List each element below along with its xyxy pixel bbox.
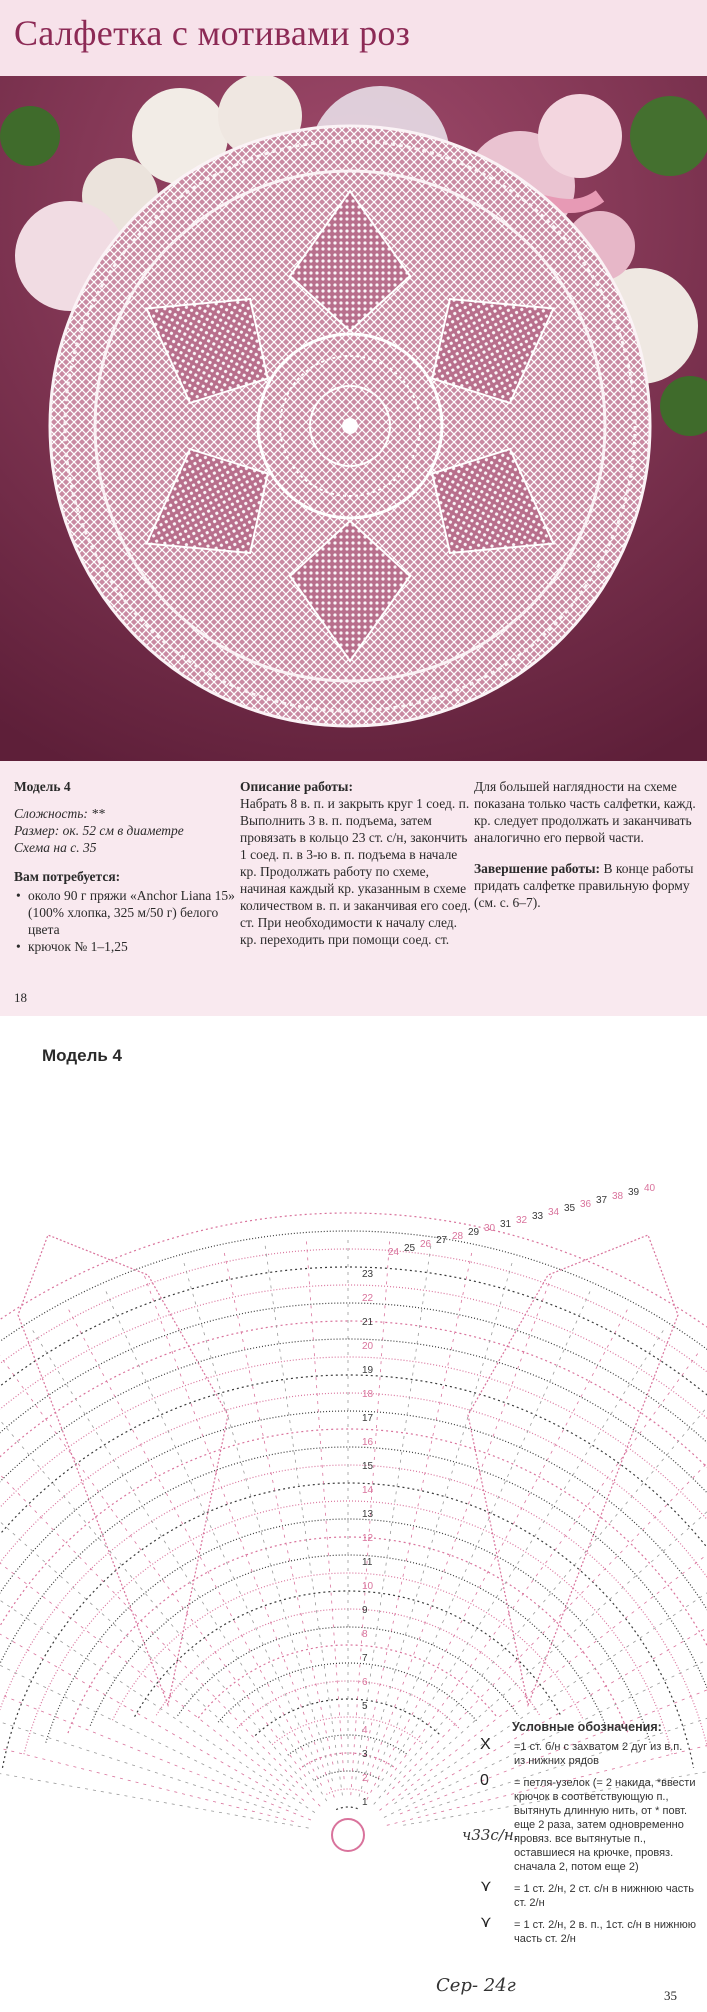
- description-heading: Описание работы:: [240, 779, 353, 794]
- chart-row-number: 29: [468, 1227, 480, 1238]
- legend-item: [476, 1736, 696, 1768]
- chart-row-number: 13: [362, 1509, 374, 1520]
- chart-center-ring: [332, 1819, 364, 1851]
- finish-heading: Завершение работы:: [474, 861, 601, 876]
- chart-stitch-line: [30, 1326, 327, 1801]
- chart-wing-panel: [468, 1235, 678, 1705]
- chart-row-number: 26: [420, 1239, 432, 1250]
- chart-row-number: 30: [484, 1223, 496, 1234]
- materials-list: [14, 887, 244, 955]
- chart-row-number: 19: [362, 1365, 374, 1376]
- legend-item: [476, 1914, 696, 1946]
- handwritten-note: Сер- 24г: [436, 1975, 516, 1996]
- chart-stitch-line: [104, 1287, 319, 1769]
- difficulty: Сложность: **: [14, 806, 105, 821]
- chart-stitch-line: [0, 1466, 304, 1801]
- chart-row-number: 21: [362, 1317, 374, 1328]
- chart-stitch-line: [0, 1403, 320, 1806]
- chart-row-number: 31: [500, 1219, 512, 1230]
- description-text: Набрать 8 в. п. и закрыть круг 1 соед. п. Выполнить 3 в. п. подъема, затем провязать в кольцо 23 ст. с/н, закончить 1 соед. п. в 3-ю в. п. подъема в начале кр. Продолжать работу по схеме, начиная каждый кр. указанным в схеме количеством в. п. и заканчивая его соед. ст. При необходимости к началу след. кр. переходить при помощи соед. ст.: [240, 796, 471, 947]
- chart-row-arc: [0, 1267, 707, 1736]
- size: Размер: ок. 52 см в диаметре: [14, 823, 184, 838]
- legend-symbol: 0: [480, 1772, 489, 1789]
- chart-row-arc: [0, 1213, 707, 1727]
- chart-stitch-line: [377, 1287, 592, 1769]
- legend-symbol: ⋎: [480, 1878, 492, 1895]
- chart-row-number: 11: [362, 1557, 373, 1568]
- legend-item: [476, 1772, 696, 1874]
- chart-row-arc: [336, 1807, 360, 1810]
- chart-stitch-line: [359, 1258, 513, 1796]
- chart-row-number: 5: [362, 1701, 368, 1712]
- page-title: Салфетка с мотивами роз: [14, 13, 411, 53]
- chart-stitch-line: [0, 1572, 298, 1810]
- chart-row-number: 23: [362, 1269, 374, 1280]
- chart-row-number: 18: [362, 1389, 374, 1400]
- model-label: Модель 4: [14, 779, 71, 794]
- chart-row-number: 22: [362, 1293, 374, 1304]
- chart-row-number: 3: [362, 1749, 368, 1760]
- doily-photo-illustration: [0, 76, 707, 761]
- chart-row-number: 38: [612, 1191, 624, 1202]
- magazine-page-35: [0, 1020, 707, 2012]
- chart-stitch-line: [0, 1690, 294, 1822]
- page-number: 35: [664, 1988, 677, 2003]
- legend-heading: Условные обозначения:: [512, 1720, 662, 1734]
- materials-item: • крючок № 1–1,25: [14, 938, 244, 955]
- legend-symbol: X: [480, 1736, 491, 1753]
- chart-row-number: 4: [362, 1725, 368, 1736]
- chart-stitch-line: [306, 1236, 344, 1779]
- chart-row-number: 12: [362, 1533, 374, 1544]
- chart-row-number: 25: [404, 1243, 416, 1254]
- chart-row-number: 1: [362, 1797, 368, 1808]
- chart-row-number: 20: [362, 1341, 374, 1352]
- materials-item: • около 90 г пряжи «Anchor Liana 15» (100% хлопка, 325 м/50 г) белого цвета: [14, 887, 244, 938]
- chart-row-number: 33: [532, 1211, 544, 1222]
- chart-row-number: 16: [362, 1437, 374, 1448]
- chart-row-number: 37: [596, 1195, 608, 1206]
- legend-symbol: ⋎: [480, 1914, 492, 1931]
- chart-stitch-line: [390, 1350, 700, 1777]
- chart-row-number: 35: [564, 1203, 576, 1214]
- chart-stitch-line: [0, 1535, 286, 1799]
- chart-stitch-line: [363, 1248, 473, 1764]
- chart-row-arc: [0, 1231, 707, 1730]
- chart-row-number: 32: [516, 1215, 528, 1226]
- chart-row-number: 7: [362, 1653, 368, 1664]
- chart-stitch-line: [0, 1610, 311, 1820]
- chart-row-arc: [0, 1357, 707, 1752]
- chart-row-number: 8: [362, 1629, 368, 1640]
- chart-stitch-line: [0, 1375, 312, 1792]
- chart-row-number: 24: [388, 1247, 400, 1258]
- chart-row-number: 6: [362, 1677, 368, 1688]
- finish-text: В конце работы придать салфетке правильную форму (см. с. 6–7).: [474, 861, 694, 910]
- chart-stitch-line: [0, 1650, 280, 1813]
- legend-text: = 1 ст. 2/н, 2 ст. с/н в нижнюю часть ст. 2/н: [514, 1883, 694, 1909]
- scheme-note: Для большей наглядности на схеме показана только часть салфетки, кажд. кр. следует продолжать и заканчивать аналогично его первой части.: [474, 779, 696, 845]
- doily-photo: [0, 76, 707, 761]
- chart-row-arc: [0, 1375, 707, 1755]
- chart-stitch-line: [143, 1271, 335, 1797]
- legend-text: =1 ст. б/н с захватом 2 дуг из в.п. из нижних рядов: [514, 1741, 683, 1767]
- chart-row-number: 10: [362, 1581, 374, 1592]
- chart-row-arc: [68, 1537, 628, 1733]
- materials-heading: Вам потребуется:: [14, 869, 121, 884]
- doily: [50, 126, 650, 726]
- chart-row-number: 2: [362, 1773, 368, 1784]
- chart-row-number: 14: [362, 1485, 374, 1496]
- chart-row-number: 39: [628, 1187, 640, 1198]
- chart-row-number: 28: [452, 1231, 464, 1242]
- page-header: [0, 0, 707, 76]
- chart-row-arc: [0, 1249, 707, 1733]
- chart-row-number: 9: [362, 1605, 368, 1616]
- scheme-ref: Схема на с. 35: [14, 840, 97, 855]
- legend-item: [476, 1878, 696, 1910]
- description-column: [240, 778, 472, 948]
- legend-text: = петля-узелок (= 2 накида, *ввести крючок в соответствующую п., вытянуть длинную нить, от * повт. еще 2 раза, затем одновременно провяз. все вытянутые п., оставшиеся на крючке, провяз. сначала 2, потом еще 2): [514, 1777, 696, 1873]
- chart-row-arc: [0, 1285, 707, 1739]
- chart-row-number: 27: [436, 1235, 448, 1246]
- chart-stitch-line: [183, 1258, 333, 1781]
- page-number: 18: [14, 990, 27, 1005]
- chart-row-number: 15: [362, 1461, 374, 1472]
- notes-column: [474, 778, 700, 911]
- legend-text: = 1 ст. 2/н, 2 в. п., 1ст. с/н в нижнюю часть ст. 2/н: [514, 1919, 696, 1945]
- chart-stitch-line: [223, 1248, 333, 1764]
- chart-row-number: 36: [580, 1199, 592, 1210]
- chart-row-arc: [0, 1411, 707, 1761]
- chart-row-number: 17: [362, 1413, 374, 1424]
- handwritten-note: ч33с/н.: [462, 1826, 519, 1844]
- chart-row-number: 34: [548, 1207, 560, 1218]
- model-info-column: [14, 778, 244, 955]
- chart-stitch-line: [378, 1326, 666, 1787]
- chart-row-arc: [326, 1789, 369, 1794]
- chart-stitch-line: [0, 1434, 294, 1787]
- model-label: Модель 4: [42, 1046, 122, 1065]
- chart-stitch-line: [367, 1271, 553, 1782]
- chart-row-number: 40: [644, 1183, 656, 1194]
- chart-wing-panel: [18, 1235, 228, 1705]
